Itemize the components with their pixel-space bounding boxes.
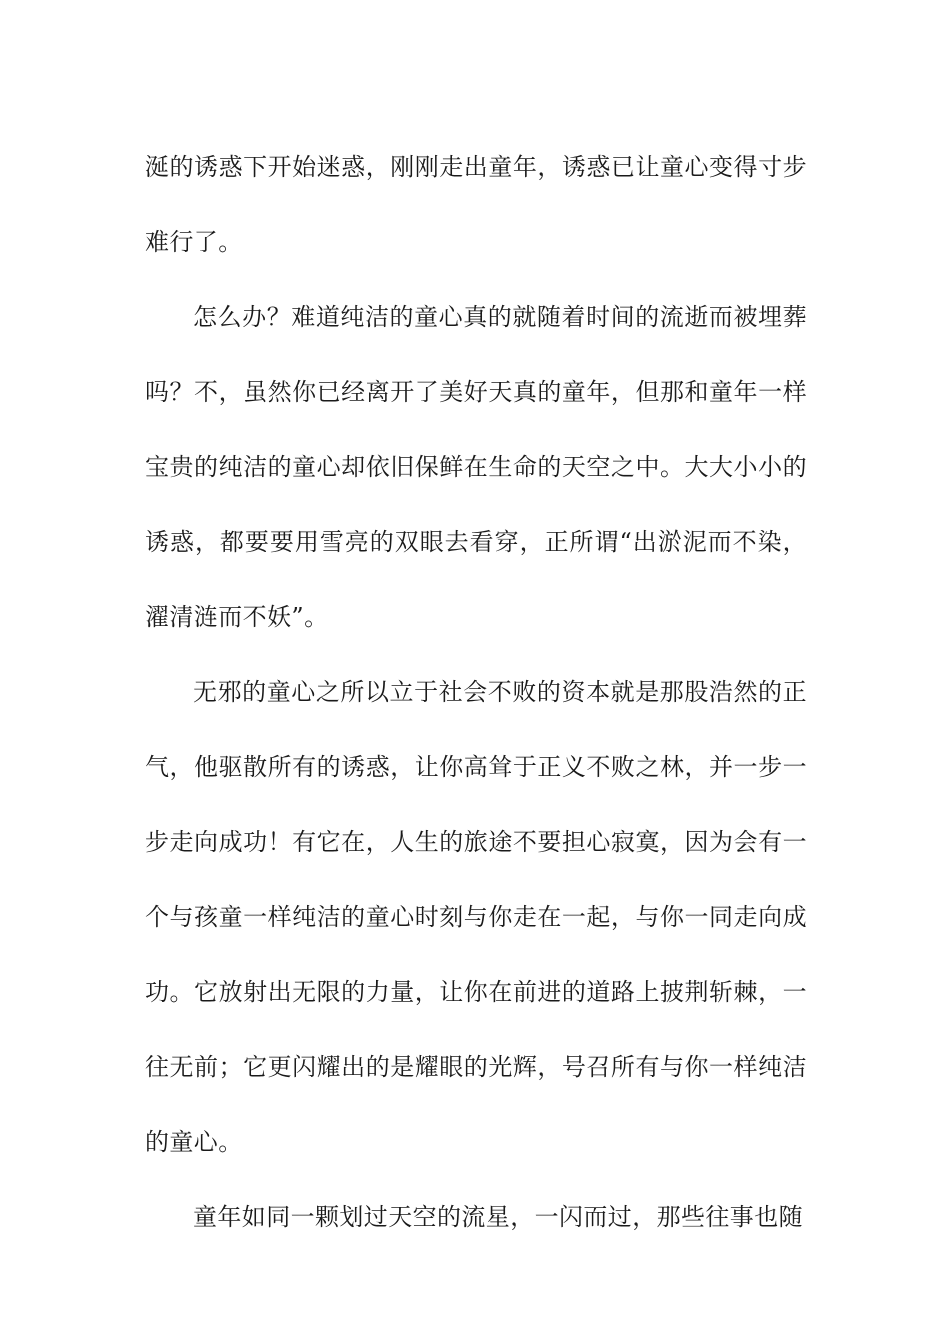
paragraph-3: 无邪的童心之所以立于社会不败的资本就是那股浩然的正气，他驱散所有的诱惑，让你高耸于正义不败之林，并一步一步走向成功！有它在，人生的旅途不要担心寂寞，因为会有一个与孩童一样纯洁的童心时刻与你走在一起，与你一同走向成功。它放射出无限的力量，让你在前进的道路上披荆斩棘，一往无前；它更闪耀出的是耀眼的光辉，号召所有与你一样纯洁的童心。 (145, 678, 807, 1156)
body-text (145, 130, 807, 1255)
paragraph-1: 涎的诱惑下开始迷惑，刚刚走出童年，诱惑已让童心变得寸步难行了。 (145, 153, 807, 256)
paragraph-4: 童年如同一颗划过天空的流星，一闪而过，那些往事也随 (193, 1203, 803, 1231)
paragraph-2: 怎么办？难道纯洁的童心真的就随着时间的流逝而被埋葬吗？不，虽然你已经离开了美好天真的童年，但那和童年一样宝贵的纯洁的童心却依旧保鲜在生命的天空之中。大大小小的诱惑，都要要用雪亮的双眼去看穿，正所谓“出淤泥而不染，濯清涟而不妖”。 (145, 303, 807, 631)
